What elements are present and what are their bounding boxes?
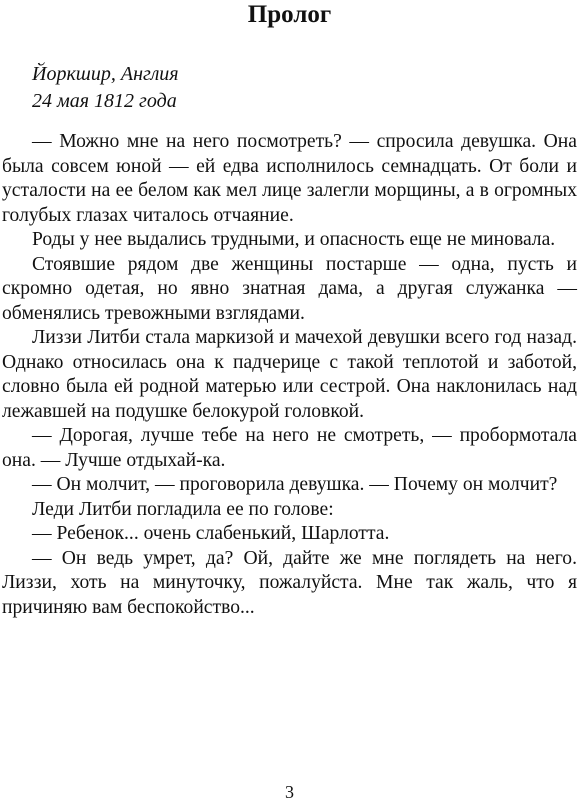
body-text xyxy=(2,130,577,620)
paragraph: Роды у нее выдались трудными, и опасность еще не миновала. xyxy=(32,229,556,250)
page-number: 3 xyxy=(285,782,294,802)
paragraph: — Можно мне на него посмотреть? — спросила девушка. Она была совсем юной — ей едва исполнилось семнадцать. От боли и усталости на ее белом как мел лице залегли морщины, а в огромных голубых глазах читалось отчаяние. xyxy=(2,131,577,226)
paragraph: — Дорогая, лучше тебе на него не смотреть, — пробормотала она. — Лучше отдыхай-ка. xyxy=(2,425,577,471)
chapter-title: Пролог xyxy=(247,1,332,28)
paragraph: Стоявшие рядом две женщины постарше — одна, пусть и скромно одетая, но явно знатная дама, а другая служанка — обменялись тревожными взглядами. xyxy=(2,253,577,324)
paragraph: — Ребенок... очень слабенький, Шарлотта. xyxy=(32,523,390,544)
epigraph xyxy=(32,61,179,115)
epigraph-place: Йоркшир, Англия xyxy=(32,63,179,85)
paragraph: Леди Литби погладила ее по голове: xyxy=(32,498,334,520)
paragraph: Лиззи Литби стала маркизой и мачехой девушки всего год назад. Однако относилась она к падчерице с такой теплотой и заботой, словно была ей родной матерью или сестрой. Она наклонилась над лежавшей на подушке белокурой головкой. xyxy=(2,327,577,422)
paragraph: — Он молчит, — проговорила девушка. — Почему он молчит? xyxy=(32,474,558,495)
epigraph-date: 24 мая 1812 года xyxy=(32,90,177,112)
paragraph: — Он ведь умрет, да? Ой, дайте же мне поглядеть на него. Лиззи, хоть на минуточку, пожалуйста. Мне так жаль, что я причиняю вам беспокойство... xyxy=(2,547,577,618)
